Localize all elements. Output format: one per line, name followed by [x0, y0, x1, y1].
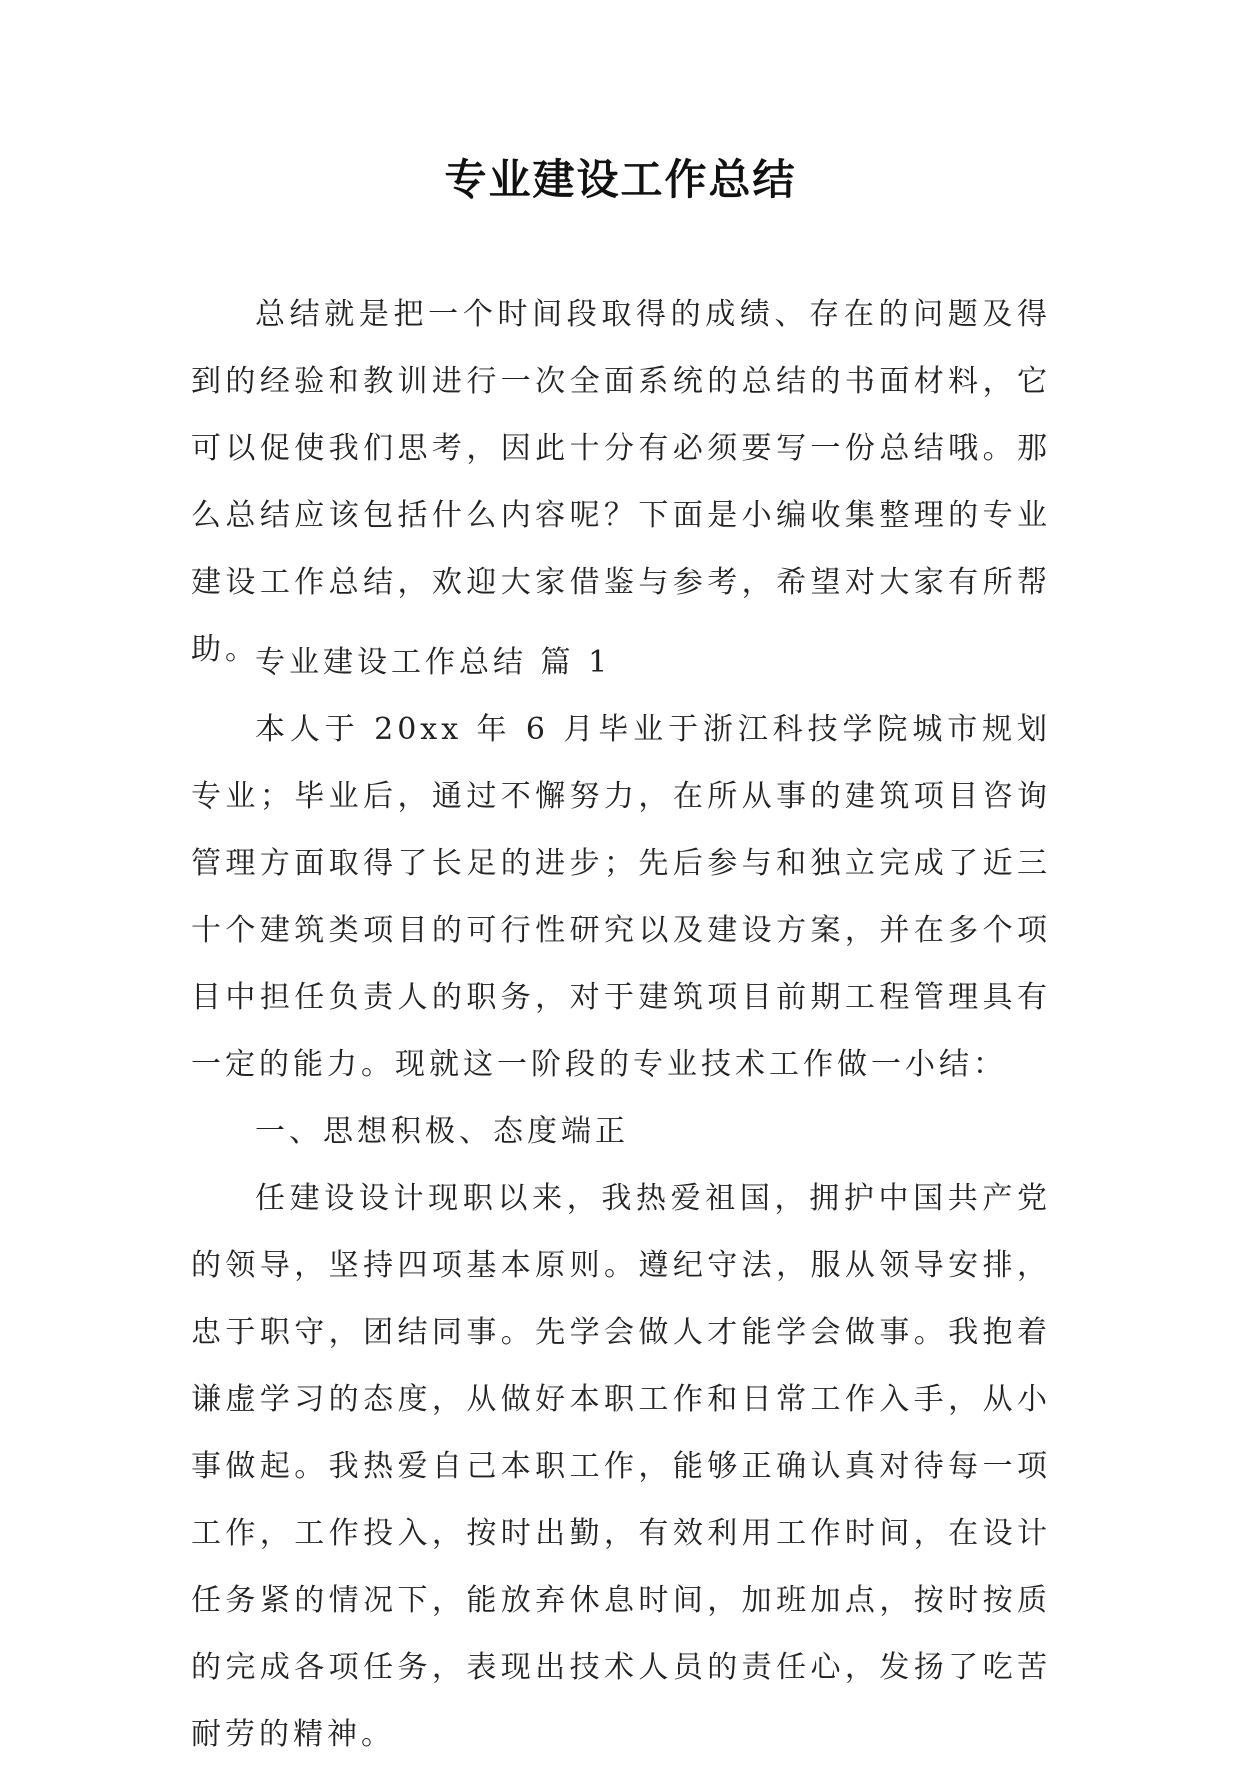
- section-heading: 专业建设工作总结 篇 1: [255, 645, 612, 680]
- body-paragraph-1: 本人于 20xx 年 6 月毕业于浙江科技学院城市规划专业；毕业后，通过不懈努力，在所从事的建筑项目咨询管理方面取得了长足的进步；先后参与和独立完成了近三十个建筑类项目的可行性研究以及建设方案，并在多个项目中担任负责人的职务，对于建筑项目前期工程管理具有一定的能力。现就这一阶段的专业技术工作做一小结：: [191, 712, 1051, 1082]
- body-paragraph-2: 任建设设计现职以来，我热爱祖国，拥护中国共产党的领导，坚持四项基本原则。遵纪守法，服从领导安排，忠于职守，团结同事。先学会做人才能学会做事。我抱着谦虚学习的态度，从做好本职工作和日常工作入手，从小事做起。我热爱自己本职工作，能够正确认真对待每一项工作，工作投入，按时出勤，有效利用工作时间，在设计任务紧的情况下，能放弃休息时间，加班加点，按时按质的完成各项任务，表现出技术人员的责任心，发扬了吃苦耐劳的精神。: [191, 1181, 1051, 1752]
- document-title: 专业建设工作总结: [444, 155, 797, 204]
- intro-paragraph: 总结就是把一个时间段取得的成绩、存在的问题及得到的经验和教训进行一次全面系统的总结的书面材料，它可以促使我们思考，因此十分有必须要写一份总结哦。那么总结应该包括什么内容呢？下面是小编收集整理的专业建设工作总结，欢迎大家借鉴与参考，希望对大家有所帮助。: [191, 297, 1051, 667]
- subheading-1: 一、思想积极、态度端正: [255, 1114, 629, 1149]
